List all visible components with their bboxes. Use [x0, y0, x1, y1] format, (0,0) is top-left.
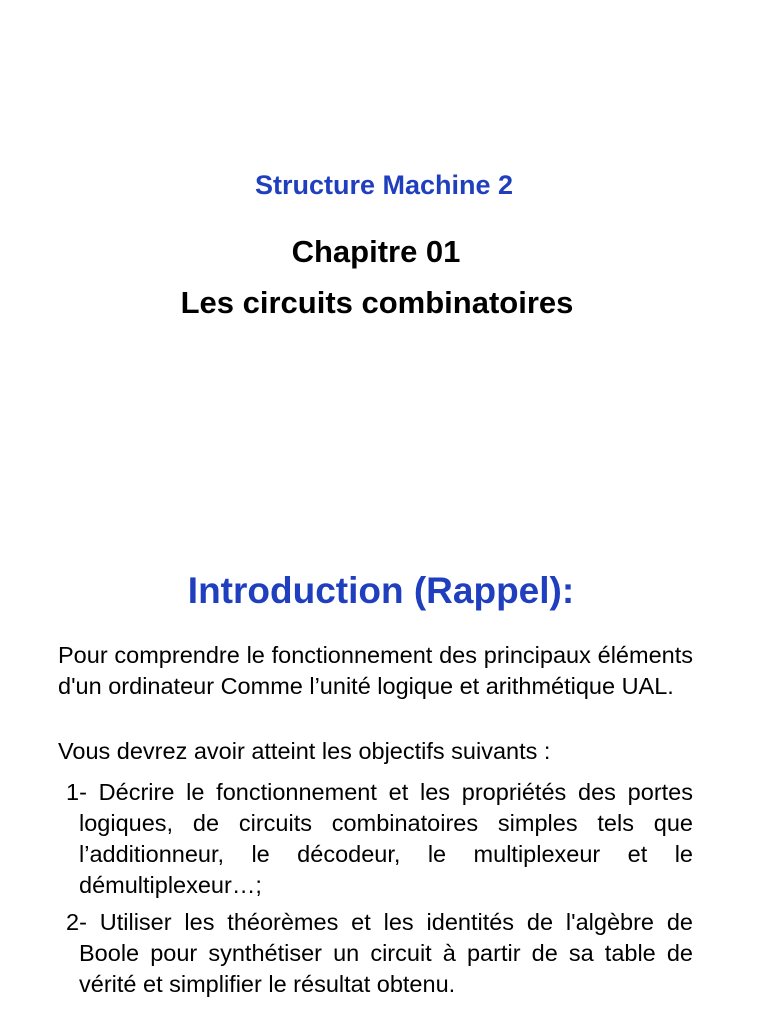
objective-item-2: 2- Utiliser les théorèmes et les identités de l'algèbre de Boole pour synthétiser un circuit à partir de sa table de vérité et simplifier le résultat obtenu. — [66, 909, 693, 997]
intro-paragraph: Pour comprendre le fonctionnement des principaux éléments d'un ordinateur Comme l’unité logique et arithmétique UAL. — [58, 642, 693, 699]
course-title: Structure Machine 2 — [254, 170, 514, 200]
chapter-number: Chapitre 01 — [291, 234, 461, 269]
objectives-lead: Vous devrez avoir atteint les objectifs suivants : — [58, 738, 551, 764]
objective-item-1: 1- Décrire le fonctionnement et les propriétés des portes logiques, de circuits combinatoires simples tels que l’additionneur, le décodeur, le multiplexeur et le démultiplexeur…; — [66, 779, 693, 898]
section-heading: Introduction (Rappel): — [187, 570, 575, 611]
chapter-title: Les circuits combinatoires — [180, 285, 574, 320]
